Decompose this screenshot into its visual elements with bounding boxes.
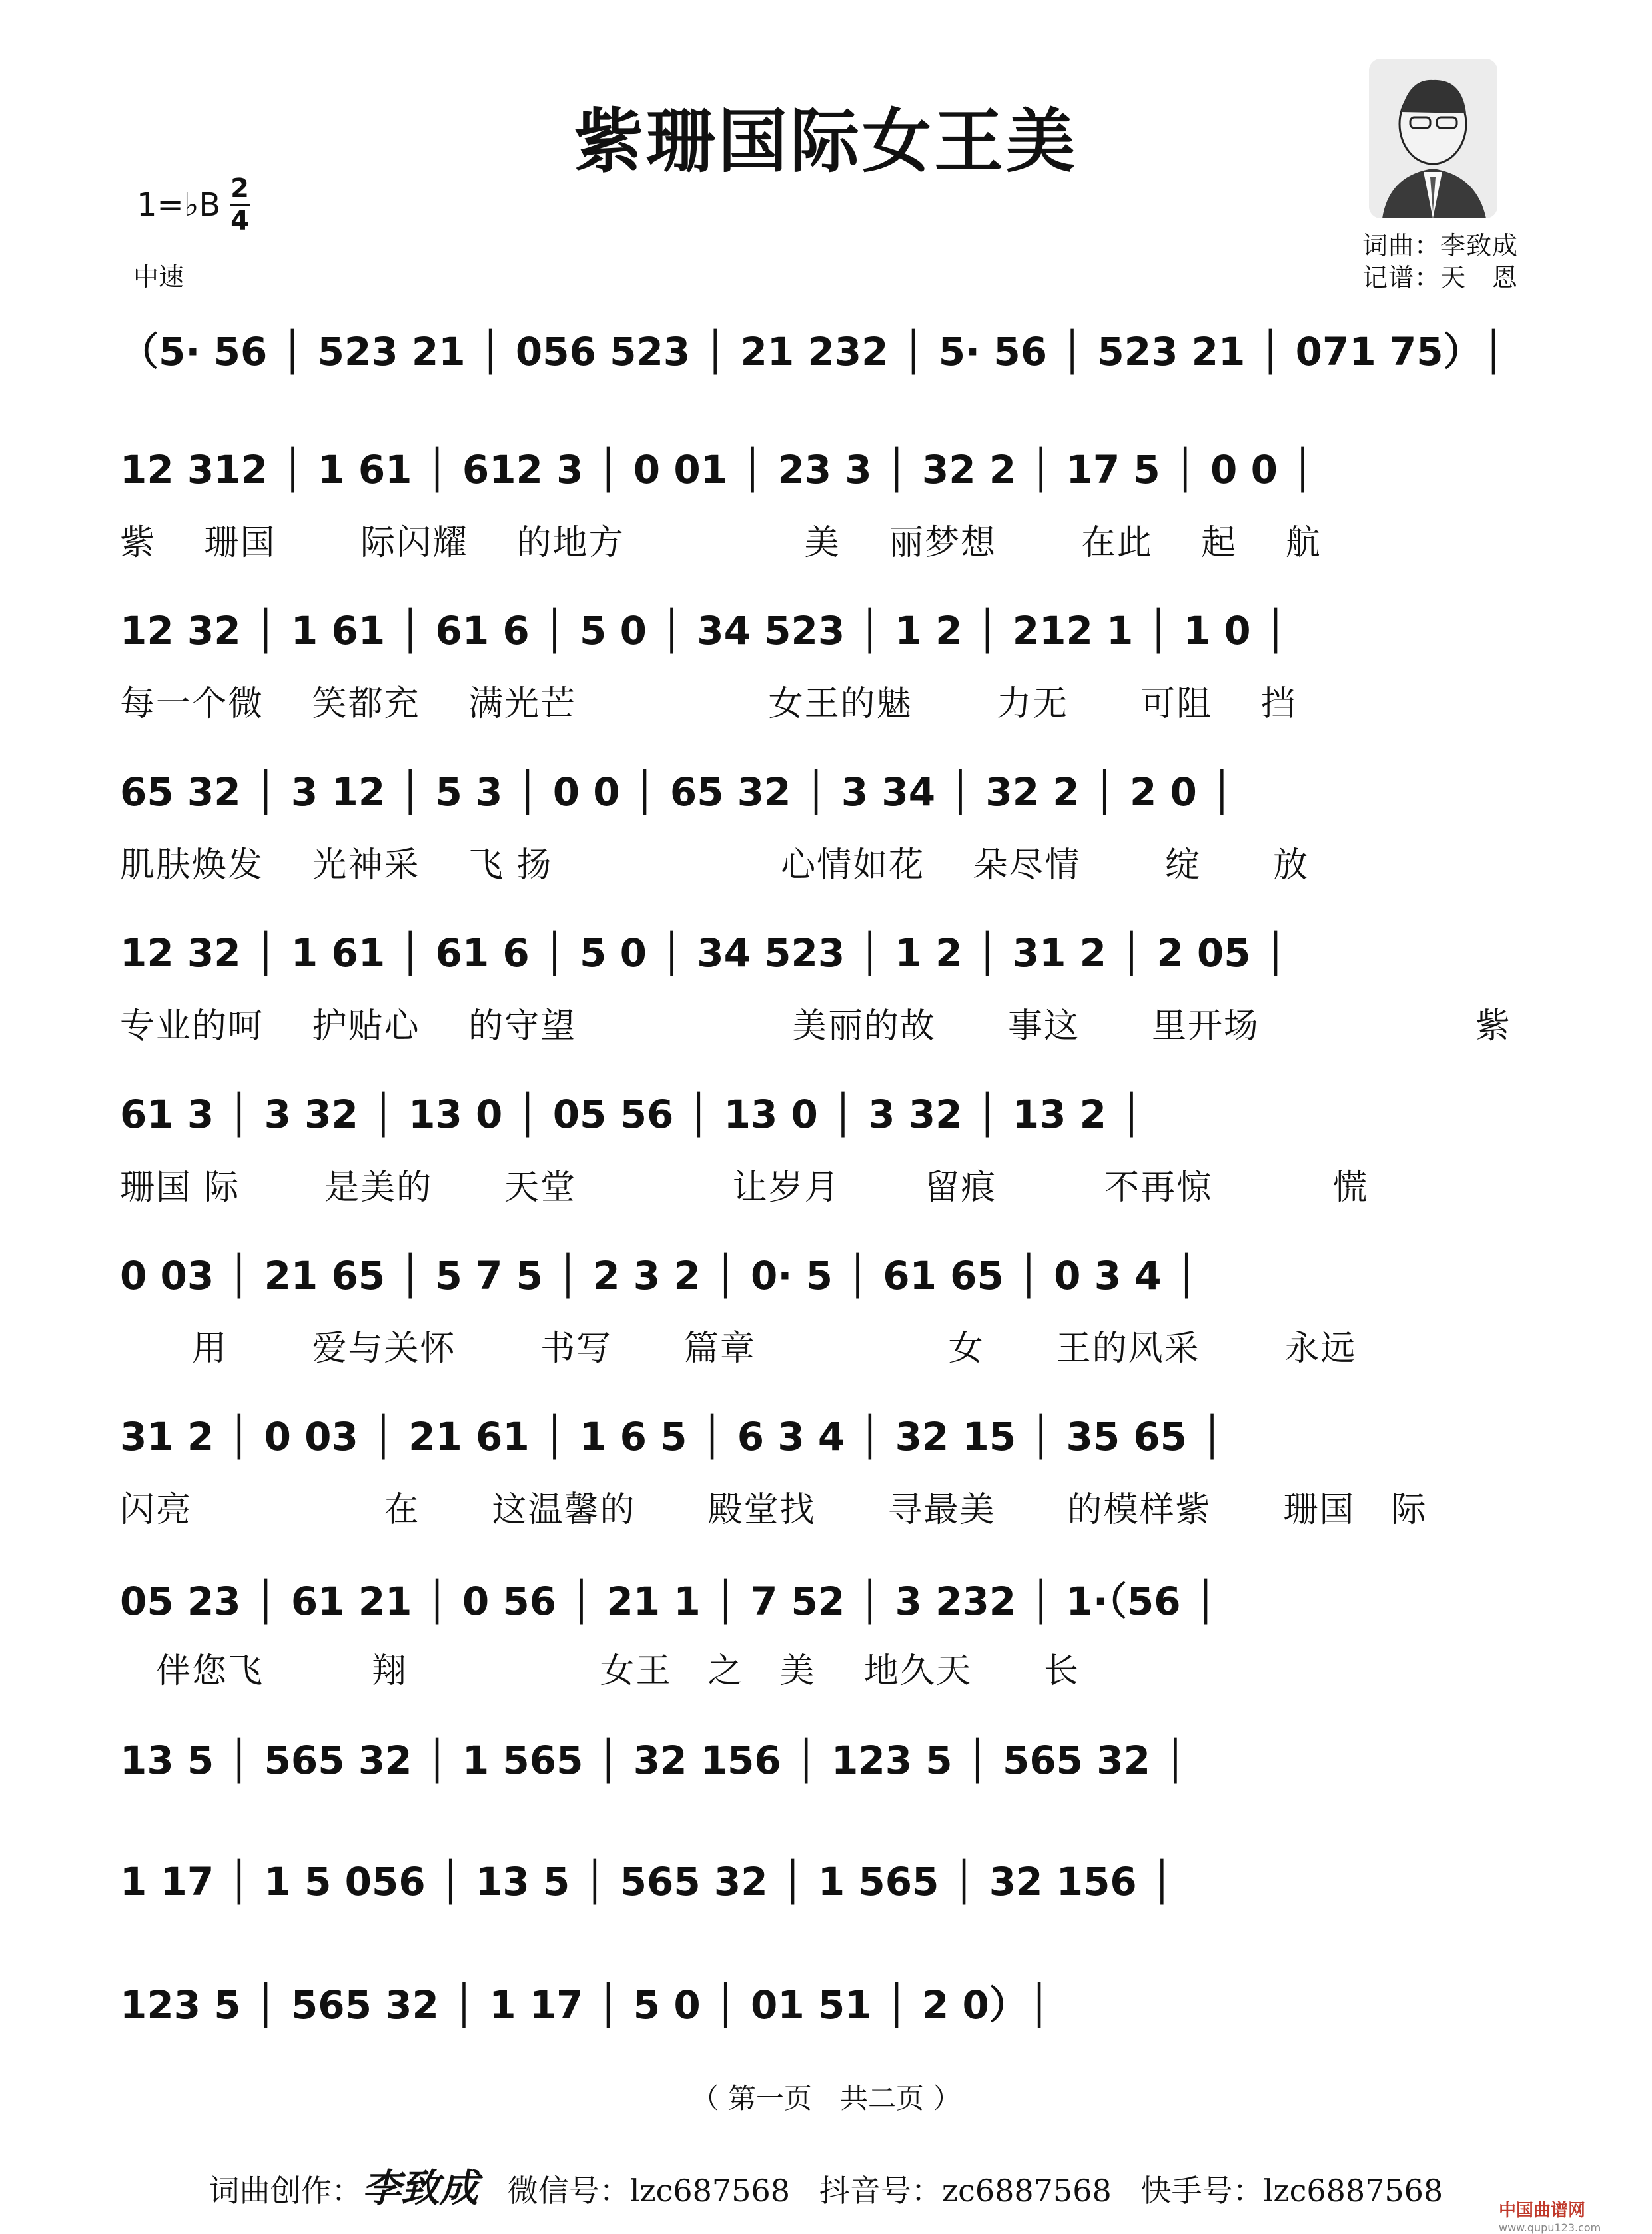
watermark-url: www.qupu123.com <box>1499 2221 1601 2234</box>
lyrics-music-credit: 词曲：李致成 <box>1362 231 1519 260</box>
time-signature: 2 4 <box>230 173 249 236</box>
footer-credit <box>0 2157 1652 2213</box>
score-system-3: 12 32 │ 1 61 │ 61 6 │ 5 0 │ 34 523 │ 1 2 │ 212 1 │ 1 0 │ <box>120 608 1288 653</box>
score-system-7: 0 03 │ 21 65 │ 5 7 5 │ 2 3 2 │ 0· 5 │ 61 65 │ 0 3 4 │ <box>120 1253 1198 1298</box>
lyrics-line-2: 紫 珊国 际闪耀 的地方 美 丽梦想 在此 起 航 <box>120 523 1322 563</box>
lyrics-line-4: 肌肤焕发 光神采 飞 扬 心情如花 朵尽情 绽 放 <box>120 845 1310 885</box>
composer-portrait <box>1369 59 1497 218</box>
transcriber-credit: 记谱：天 恩 <box>1362 263 1519 292</box>
lyrics-line-5: 专业的呵 护贴心 的守望 美丽的故 事这 里开场 紫 <box>120 1006 1512 1046</box>
wechat-id: 微信号：lzc687568 <box>507 2173 790 2209</box>
lyrics-line-3: 每一个微 笑都充 满光芒 女王的魅 力无 可阻 挡 <box>120 684 1297 724</box>
score-system-9: 05 23 │ 61 21 │ 0 56 │ 21 1 │ 7 52 │ 3 232 │ 1·（56 │ <box>120 1579 1218 1624</box>
tempo-marking: 中速 <box>133 262 185 292</box>
watermark-title: 中国曲谱网 <box>1499 2201 1586 2221</box>
kuaishou-id: 快手号：lzc6887568 <box>1140 2173 1444 2209</box>
douyin-id: 抖音号：zc6887568 <box>819 2173 1112 2209</box>
score-system-6: 61 3 │ 3 32 │ 13 0 │ 05 56 │ 13 0 │ 3 32 │ 13 2 │ <box>120 1092 1144 1137</box>
score-system-11: 1 17 │ 1 5 056 │ 13 5 │ 565 32 │ 1 565 │ 32 156 │ <box>120 1859 1174 1904</box>
lyrics-line-9: 伴您飞 翔 女王 之 美 地久天 长 <box>120 1651 1080 1691</box>
score-system-2: 12 312 │ 1 61 │ 612 3 │ 0 01 │ 23 3 │ 32 2 │ 17 5 │ 0 0 │ <box>120 447 1315 492</box>
score-system-12: 123 5 │ 565 32 │ 1 17 │ 5 0 │ 01 51 │ 2 0）│ <box>120 1982 1051 2028</box>
lyrics-line-6: 珊国 际 是美的 天堂 让岁月 留痕 不再惊 慌 <box>120 1168 1369 1208</box>
footer-prefix: 词曲创作： <box>208 2173 362 2209</box>
score-system-10: 13 5 │ 565 32 │ 1 565 │ 32 156 │ 123 5 │ 565 32 │ <box>120 1738 1188 1783</box>
composer-signature: 李致成 <box>362 2165 478 2211</box>
score-system-1: （5· 56 │ 523 21 │ 056 523 │ 21 232 │ 5· 56 │ 523 21 │ 071 75）│ <box>120 329 1505 374</box>
site-watermark <box>1499 2197 1645 2234</box>
song-title: 紫珊国际女王美 <box>574 101 1078 182</box>
score-system-4: 65 32 │ 3 12 │ 5 3 │ 0 0 │ 65 32 │ 3 34 │ 32 2 │ 2 0 │ <box>120 769 1234 815</box>
score-system-8: 31 2 │ 0 03 │ 21 61 │ 1 6 5 │ 6 3 4 │ 32 15 │ 35 65 │ <box>120 1414 1224 1459</box>
lyrics-line-8: 闪亮 在 这温馨的 殿堂找 寻最美 的模样紫 珊国 际 <box>120 1490 1428 1530</box>
lyrics-line-7: 用 爱与关怀 书写 篇章 女 王的风采 永远 <box>120 1329 1357 1369</box>
page-indicator: （ 第一页 共二页 ） <box>691 2082 961 2115</box>
key-signature: 1=♭B <box>137 186 221 224</box>
score-system-5: 12 32 │ 1 61 │ 61 6 │ 5 0 │ 34 523 │ 1 2 │ 31 2 │ 2 05 │ <box>120 931 1288 976</box>
